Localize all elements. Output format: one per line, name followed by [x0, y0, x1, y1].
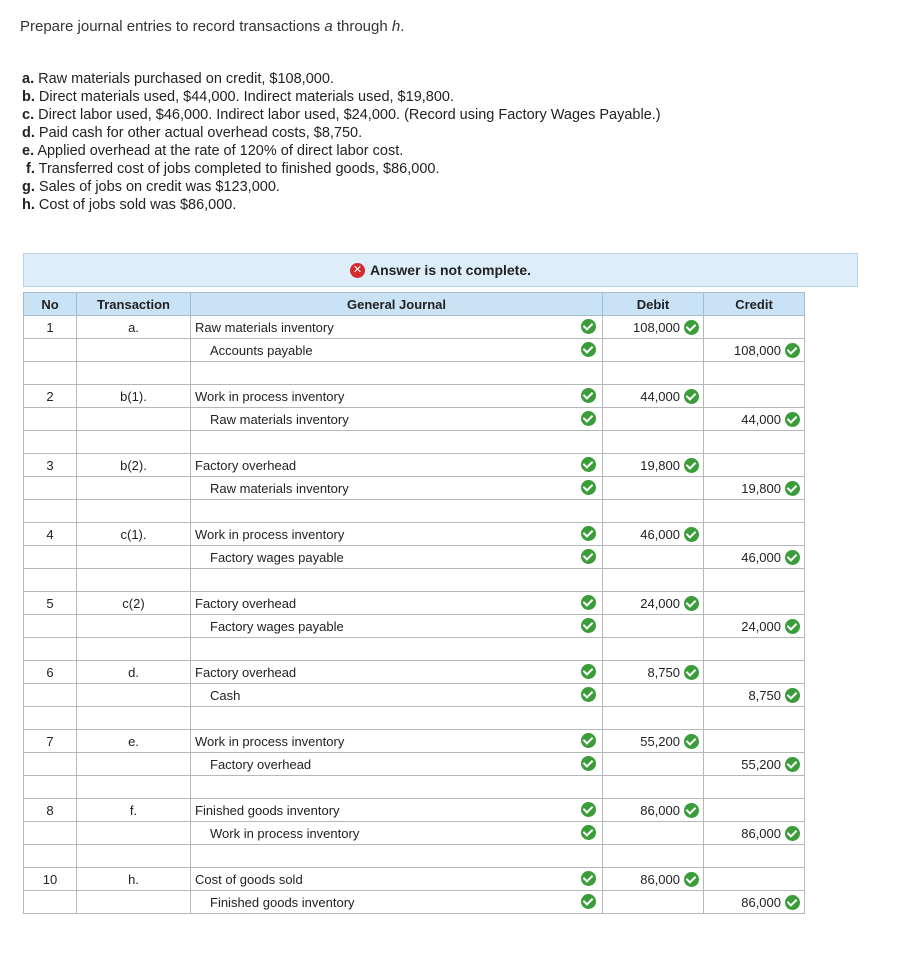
check-icon	[581, 871, 596, 886]
debit-amount: 44,000	[640, 389, 680, 405]
entry-transaction: e.	[77, 730, 191, 753]
table-row	[24, 362, 805, 385]
credit-account-name: Accounts payable	[210, 342, 313, 358]
list-item: f. Transferred cost of jobs completed to finished goods, $86,000.	[26, 161, 440, 177]
credit-amount-cell[interactable]	[704, 615, 805, 638]
entry-number: 6	[24, 661, 77, 684]
check-icon	[581, 319, 596, 334]
table-row	[24, 477, 805, 500]
table-row	[24, 569, 805, 592]
debit-account-name: Finished goods inventory	[195, 802, 340, 818]
entry-transaction: f.	[77, 799, 191, 822]
table-row	[24, 707, 805, 730]
table-row	[24, 822, 805, 845]
credit-account-cell[interactable]	[191, 684, 603, 707]
debit-amount-cell[interactable]	[603, 753, 704, 776]
transaction-list	[22, 70, 661, 214]
entry-transaction: b(1).	[77, 385, 191, 408]
credit-amount-cell[interactable]	[704, 868, 805, 891]
credit-account-name: Raw materials inventory	[210, 411, 349, 427]
entry-number: 5	[24, 592, 77, 615]
header-no: No	[24, 293, 77, 316]
list-item: h. Cost of jobs sold was $86,000.	[22, 197, 237, 213]
table-row	[24, 868, 805, 891]
check-icon	[581, 595, 596, 610]
credit-amount-cell[interactable]	[704, 523, 805, 546]
credit-account-name: Finished goods inventory	[210, 894, 355, 910]
table-row	[24, 615, 805, 638]
credit-account-cell[interactable]	[191, 339, 603, 362]
table-row	[24, 385, 805, 408]
check-icon	[785, 826, 800, 841]
table-row	[24, 454, 805, 477]
credit-account-cell[interactable]	[191, 891, 603, 914]
table-row	[24, 891, 805, 914]
debit-amount-cell[interactable]	[603, 339, 704, 362]
check-icon	[581, 802, 596, 817]
credit-amount-cell[interactable]	[704, 799, 805, 822]
table-row	[24, 523, 805, 546]
check-icon	[581, 480, 596, 495]
check-icon	[581, 526, 596, 541]
credit-amount: 24,000	[741, 619, 781, 635]
entry-transaction: h.	[77, 868, 191, 891]
entry-number: 2	[24, 385, 77, 408]
table-row	[24, 684, 805, 707]
check-icon	[684, 734, 699, 749]
table-row	[24, 431, 805, 454]
credit-account-name: Work in process inventory	[210, 825, 360, 841]
entry-number: 4	[24, 523, 77, 546]
check-icon	[684, 527, 699, 542]
credit-amount-cell[interactable]	[704, 454, 805, 477]
debit-account-name: Factory overhead	[195, 664, 297, 680]
debit-account-cell[interactable]	[191, 799, 603, 822]
header-general-journal: General Journal	[191, 293, 603, 316]
table-row	[24, 730, 805, 753]
check-icon	[581, 894, 596, 909]
list-item: c. Direct labor used, $46,000. Indirect labor used, $24,000. (Record using Factory Wages Payable.)	[22, 107, 661, 123]
debit-amount: 8,750	[647, 665, 680, 681]
credit-amount: 46,000	[741, 550, 781, 566]
check-icon	[581, 756, 596, 771]
check-icon	[684, 458, 699, 473]
table-header-row	[24, 293, 805, 316]
table-row	[24, 339, 805, 362]
check-icon	[581, 687, 596, 702]
debit-amount-cell[interactable]	[603, 523, 704, 546]
list-item: b. Direct materials used, $44,000. Indirect materials used, $19,800.	[22, 89, 455, 105]
debit-amount-cell[interactable]	[603, 385, 704, 408]
debit-account-cell[interactable]	[191, 868, 603, 891]
debit-account-cell[interactable]	[191, 316, 603, 339]
debit-amount-cell[interactable]	[603, 891, 704, 914]
list-item: e. Applied overhead at the rate of 120% of direct labor cost.	[22, 143, 404, 159]
credit-amount: 8,750	[748, 688, 781, 704]
debit-account-name: Factory overhead	[195, 595, 297, 611]
debit-amount: 46,000	[640, 527, 680, 543]
journal-table	[23, 292, 805, 914]
debit-amount: 55,200	[640, 734, 680, 750]
instruction-text: Prepare journal entries to record transactions a through h.	[20, 18, 405, 35]
credit-amount: 86,000	[741, 895, 781, 911]
table-row	[24, 661, 805, 684]
entry-number: 1	[24, 316, 77, 339]
check-icon	[581, 342, 596, 357]
check-icon	[684, 320, 699, 335]
check-icon	[785, 688, 800, 703]
entry-number: 10	[24, 868, 77, 891]
table-row	[24, 316, 805, 339]
check-icon	[581, 825, 596, 840]
credit-amount-cell[interactable]	[704, 592, 805, 615]
debit-amount: 86,000	[640, 803, 680, 819]
check-icon	[785, 550, 800, 565]
credit-account-name: Factory wages payable	[210, 549, 344, 565]
check-icon	[684, 389, 699, 404]
check-icon	[684, 596, 699, 611]
check-icon	[684, 872, 699, 887]
credit-account-name: Factory wages payable	[210, 618, 344, 634]
x-circle-icon: ✕	[350, 263, 365, 278]
status-text: Answer is not complete.	[369, 262, 532, 278]
table-row	[24, 638, 805, 661]
credit-amount: 44,000	[741, 412, 781, 428]
table-row	[24, 753, 805, 776]
table-row	[24, 776, 805, 799]
check-icon	[581, 664, 596, 679]
debit-amount-cell[interactable]	[603, 868, 704, 891]
check-icon	[785, 895, 800, 910]
entry-transaction: d.	[77, 661, 191, 684]
debit-amount-cell[interactable]	[603, 730, 704, 753]
credit-account-cell[interactable]	[191, 408, 603, 431]
credit-account-cell[interactable]	[191, 822, 603, 845]
check-icon	[785, 412, 800, 427]
table-row	[24, 500, 805, 523]
credit-account-cell[interactable]	[191, 615, 603, 638]
credit-amount-cell[interactable]	[704, 546, 805, 569]
table-row	[24, 845, 805, 868]
credit-account-name: Cash	[210, 687, 241, 703]
debit-amount: 19,800	[640, 458, 680, 474]
entry-number: 8	[24, 799, 77, 822]
debit-account-name: Raw materials inventory	[195, 319, 334, 335]
debit-amount-cell[interactable]	[603, 615, 704, 638]
debit-amount-cell[interactable]	[603, 477, 704, 500]
check-icon	[785, 757, 800, 772]
debit-amount-cell[interactable]	[603, 316, 704, 339]
list-item: d. Paid cash for other actual overhead costs, $8,750.	[22, 125, 363, 141]
table-row	[24, 546, 805, 569]
credit-amount-cell[interactable]	[704, 661, 805, 684]
credit-account-cell[interactable]	[191, 477, 603, 500]
debit-amount-cell[interactable]	[603, 546, 704, 569]
credit-amount: 108,000	[734, 343, 781, 359]
debit-account-name: Factory overhead	[195, 457, 297, 473]
table-row	[24, 408, 805, 431]
credit-account-cell[interactable]	[191, 546, 603, 569]
entry-transaction: c(2)	[77, 592, 191, 615]
credit-account-cell[interactable]	[191, 753, 603, 776]
table-row	[24, 799, 805, 822]
entry-transaction: a.	[77, 316, 191, 339]
credit-amount-cell[interactable]	[704, 477, 805, 500]
debit-amount-cell[interactable]	[603, 661, 704, 684]
credit-amount: 86,000	[741, 826, 781, 842]
table-row	[24, 592, 805, 615]
debit-account-cell[interactable]	[191, 730, 603, 753]
debit-account-name: Work in process inventory	[195, 733, 345, 749]
check-icon	[581, 733, 596, 748]
debit-account-cell[interactable]	[191, 454, 603, 477]
check-icon	[785, 343, 800, 358]
entry-number: 7	[24, 730, 77, 753]
credit-amount-cell[interactable]	[704, 753, 805, 776]
list-item: a. Raw materials purchased on credit, $108,000.	[22, 71, 334, 87]
credit-amount-cell[interactable]	[704, 385, 805, 408]
check-icon	[581, 388, 596, 403]
debit-account-cell[interactable]	[191, 592, 603, 615]
debit-account-name: Work in process inventory	[195, 388, 345, 404]
check-icon	[581, 549, 596, 564]
entry-transaction: c(1).	[77, 523, 191, 546]
entry-number: 3	[24, 454, 77, 477]
debit-account-cell[interactable]	[191, 661, 603, 684]
credit-amount-cell[interactable]	[704, 822, 805, 845]
debit-account-cell[interactable]	[191, 385, 603, 408]
check-icon	[684, 665, 699, 680]
check-icon	[581, 618, 596, 633]
debit-amount: 24,000	[640, 596, 680, 612]
check-icon	[785, 481, 800, 496]
credit-account-name: Raw materials inventory	[210, 480, 349, 496]
entry-transaction: b(2).	[77, 454, 191, 477]
credit-amount: 19,800	[741, 481, 781, 497]
status-banner	[23, 253, 858, 287]
debit-account-cell[interactable]	[191, 523, 603, 546]
debit-account-name: Cost of goods sold	[195, 871, 303, 887]
header-debit: Debit	[603, 293, 704, 316]
debit-account-name: Work in process inventory	[195, 526, 345, 542]
credit-amount-cell[interactable]	[704, 891, 805, 914]
debit-amount: 108,000	[633, 320, 680, 336]
debit-amount-cell[interactable]	[603, 684, 704, 707]
header-credit: Credit	[704, 293, 805, 316]
check-icon	[581, 457, 596, 472]
credit-amount-cell[interactable]	[704, 684, 805, 707]
check-icon	[581, 411, 596, 426]
credit-amount: 55,200	[741, 757, 781, 773]
credit-account-name: Factory overhead	[210, 756, 312, 772]
credit-amount-cell[interactable]	[704, 408, 805, 431]
credit-amount-cell[interactable]	[704, 316, 805, 339]
debit-amount: 86,000	[640, 872, 680, 888]
debit-amount-cell[interactable]	[603, 592, 704, 615]
check-icon	[684, 803, 699, 818]
debit-amount-cell[interactable]	[603, 454, 704, 477]
check-icon	[785, 619, 800, 634]
credit-amount-cell[interactable]	[704, 339, 805, 362]
debit-amount-cell[interactable]	[603, 822, 704, 845]
credit-amount-cell[interactable]	[704, 730, 805, 753]
header-transaction: Transaction	[77, 293, 191, 316]
debit-amount-cell[interactable]	[603, 799, 704, 822]
debit-amount-cell[interactable]	[603, 408, 704, 431]
list-item: g. Sales of jobs on credit was $123,000.	[22, 179, 280, 195]
